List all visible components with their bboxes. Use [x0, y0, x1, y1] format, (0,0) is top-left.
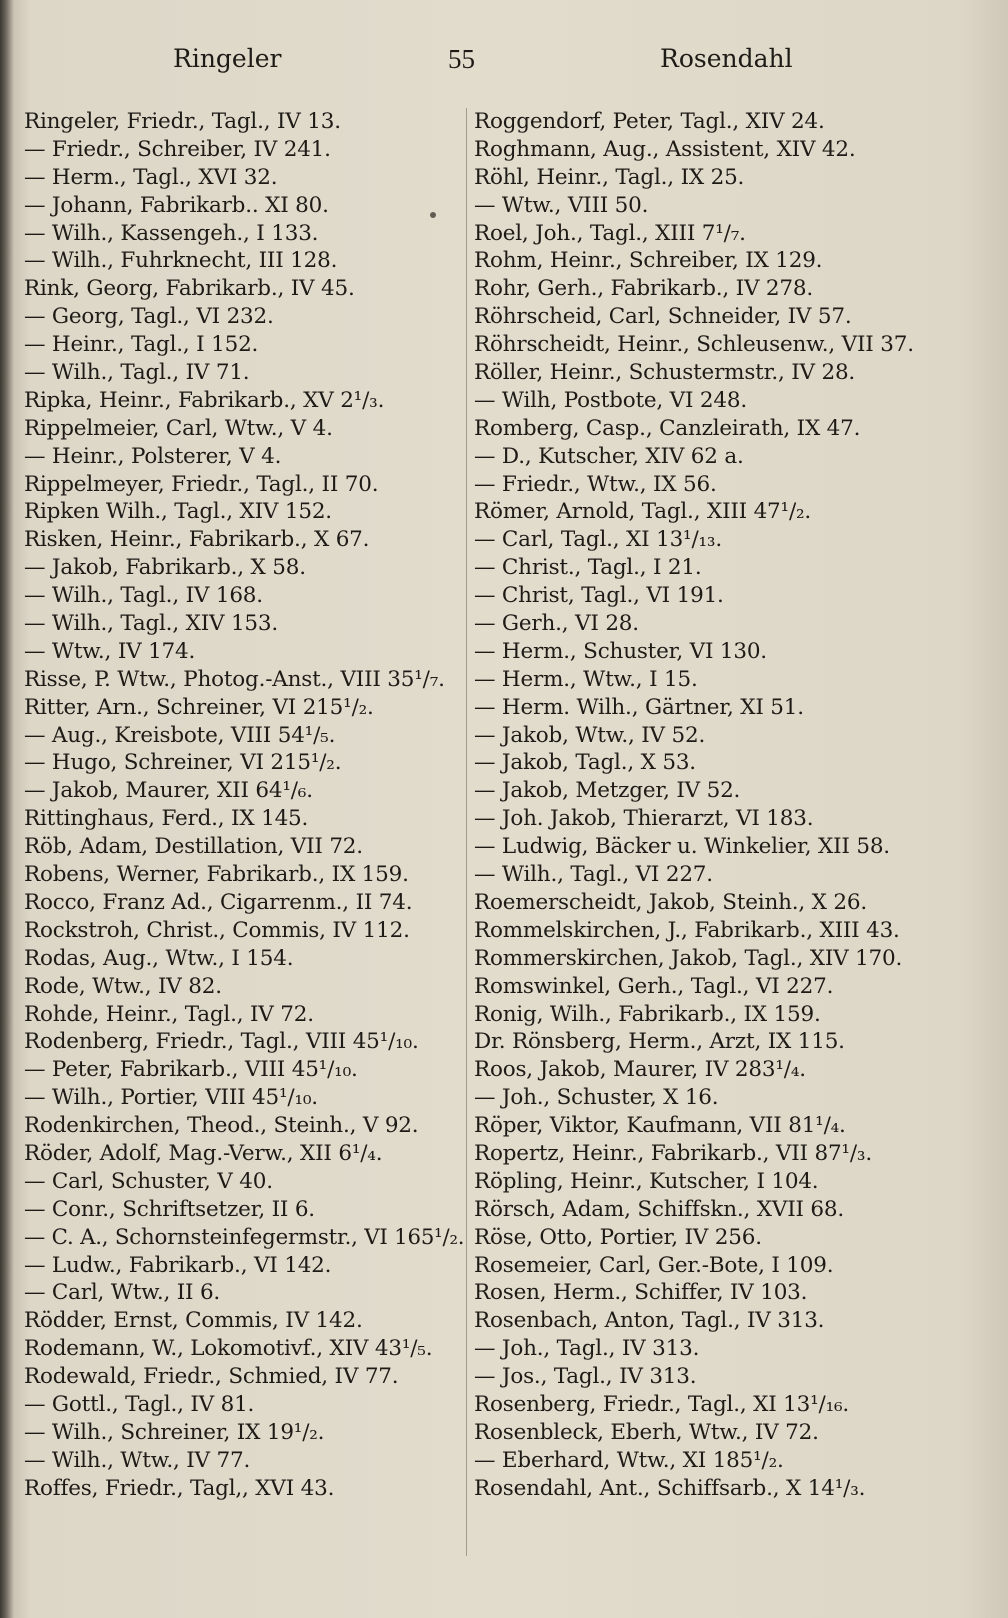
directory-entry: — Jakob, Maurer, XII 64¹/₆. — [24, 778, 313, 804]
directory-entry: Ropertz, Heinr., Fabrikarb., VII 87¹/₃. — [474, 1140, 872, 1166]
directory-entry: — Conr., Schriftsetzer, II 6. — [24, 1196, 315, 1222]
directory-entry: Rink, Georg, Fabrikarb., IV 45. — [24, 276, 355, 302]
directory-entry: — Herm., Schuster, VI 130. — [474, 638, 767, 664]
directory-entry: Röper, Viktor, Kaufmann, VII 81¹/₄. — [474, 1113, 846, 1139]
directory-entry: — Ludwig, Bäcker u. Winkelier, XII 58. — [474, 834, 890, 860]
directory-entry: — Friedr., Wtw., IX 56. — [474, 471, 717, 497]
directory-entry: Rosemeier, Carl, Ger.-Bote, I 109. — [474, 1252, 834, 1278]
directory-entry: — C. A., Schornsteinfegermstr., VI 165¹/₂. — [24, 1224, 465, 1250]
directory-entry: — Peter, Fabrikarb., VIII 45¹/₁₀. — [24, 1057, 358, 1083]
ink-spot — [430, 212, 436, 218]
directory-entry: Roffes, Friedr., Tagl,, XVI 43. — [24, 1475, 335, 1501]
directory-entry: — Wilh., Tagl., XIV 153. — [24, 611, 279, 637]
directory-entry: Ritter, Arn., Schreiner, VI 215¹/₂. — [24, 694, 374, 720]
directory-entry: Romberg, Casp., Canzleirath, IX 47. — [474, 415, 861, 441]
directory-entry: — Jakob, Fabrikarb., X 58. — [24, 555, 306, 581]
directory-entry: Rosendahl, Ant., Schiffsarb., X 14¹/₃. — [474, 1475, 866, 1501]
directory-entry: Roggendorf, Peter, Tagl., XIV 24. — [474, 109, 825, 134]
directory-entry: Rodenkirchen, Theod., Steinh., V 92. — [24, 1113, 419, 1139]
directory-entry: — Joh., Tagl., IV 313. — [474, 1336, 700, 1362]
page-number: 55 — [448, 44, 475, 74]
directory-entry: — Aug., Kreisbote, VIII 54¹/₅. — [24, 722, 336, 748]
directory-entry: Röder, Adolf, Mag.-Verw., XII 6¹/₄. — [24, 1140, 383, 1166]
directory-entry: — Joh. Jakob, Thierarzt, VI 183. — [474, 806, 814, 832]
directory-entry: — Wilh., Tagl., VI 227. — [474, 862, 713, 888]
directory-entry: — Wtw., IV 174. — [24, 638, 196, 664]
directory-entry: Rode, Wtw., IV 82. — [24, 973, 222, 999]
directory-entry: Robens, Werner, Fabrikarb., IX 159. — [24, 862, 409, 888]
directory-entry: — Carl, Wtw., II 6. — [24, 1280, 221, 1306]
directory-entry: Rodewald, Friedr., Schmied, IV 77. — [24, 1364, 399, 1390]
directory-entry: — Georg, Tagl., VI 232. — [24, 304, 274, 330]
directory-entry: — Jakob, Wtw., IV 52. — [474, 722, 706, 748]
directory-entry: Roghmann, Aug., Assistent, XIV 42. — [474, 136, 856, 162]
directory-entry: — Jakob, Metzger, IV 52. — [474, 778, 741, 804]
directory-entry: Rosenbach, Anton, Tagl., IV 313. — [474, 1308, 825, 1334]
directory-entry: — Herm. Wilh., Gärtner, XI 51. — [474, 694, 804, 720]
directory-entry: — Joh., Schuster, X 16. — [474, 1085, 719, 1111]
directory-entry: — Herm., Tagl., XVI 32. — [24, 164, 278, 190]
directory-entry: Rommelskirchen, J., Fabrikarb., XIII 43. — [474, 917, 900, 943]
directory-entry: — Johann, Fabrikarb.. XI 80. — [24, 192, 329, 218]
directory-entry: — Wilh., Portier, VIII 45¹/₁₀. — [24, 1085, 318, 1111]
directory-entry: — Heinr., Tagl., I 152. — [24, 332, 259, 358]
directory-entry: Römer, Arnold, Tagl., XIII 47¹/₂. — [474, 499, 812, 525]
directory-entry: Rosenberg, Friedr., Tagl., XI 13¹/₁₆. — [474, 1391, 850, 1417]
directory-entry: — Hugo, Schreiner, VI 215¹/₂. — [24, 750, 342, 776]
directory-entry: — Wilh, Postbote, VI 248. — [474, 387, 747, 413]
directory-entry: Rohm, Heinr., Schreiber, IX 129. — [474, 248, 823, 274]
directory-entry: Rommerskirchen, Jakob, Tagl., XIV 170. — [474, 945, 903, 971]
directory-entry: Rockstroh, Christ., Commis, IV 112. — [24, 917, 410, 943]
directory-entry: — D., Kutscher, XIV 62 a. — [474, 443, 744, 469]
directory-entry: — Wtw., VIII 50. — [474, 192, 649, 218]
directory-entry: Rosen, Herm., Schiffer, IV 103. — [474, 1280, 808, 1306]
directory-entry: Röhl, Heinr., Tagl., IX 25. — [474, 164, 745, 190]
directory-entry: — Gerh., VI 28. — [474, 611, 639, 637]
directory-entry: — Wilh., Kassengeh., I 133. — [24, 220, 319, 246]
directory-entry: Rippelmeyer, Friedr., Tagl., II 70. — [24, 471, 379, 497]
directory-entry: Röpling, Heinr., Kutscher, I 104. — [474, 1168, 819, 1194]
directory-entry: Rodas, Aug., Wtw., I 154. — [24, 945, 294, 971]
header-left-catchword: Ringeler — [173, 44, 282, 73]
directory-entry: Rodemann, W., Lokomotivf., XIV 43¹/₅. — [24, 1336, 433, 1362]
directory-entry: Rocco, Franz Ad., Cigarrenm., II 74. — [24, 889, 413, 915]
directory-entry: — Wilh., Tagl., IV 71. — [24, 360, 250, 386]
directory-entry: Roel, Joh., Tagl., XIII 7¹/₇. — [474, 220, 746, 246]
header-right-catchword: Rosendahl — [660, 44, 793, 73]
directory-entry: Röller, Heinr., Schustermstr., IV 28. — [474, 360, 856, 386]
directory-entry: — Wilh., Schreiner, IX 19¹/₂. — [24, 1419, 325, 1445]
directory-entry: — Wilh., Wtw., IV 77. — [24, 1447, 251, 1473]
directory-entry: Ronig, Wilh., Fabrikarb., IX 159. — [474, 1001, 821, 1027]
directory-entry: Dr. Rönsberg, Herm., Arzt, IX 115. — [474, 1029, 845, 1055]
directory-entry: Rosenbleck, Eberh, Wtw., IV 72. — [474, 1419, 819, 1445]
directory-entry: Röb, Adam, Destillation, VII 72. — [24, 834, 363, 860]
directory-entry: Rohr, Gerh., Fabrikarb., IV 278. — [474, 276, 813, 302]
directory-entry: Roemerscheidt, Jakob, Steinh., X 26. — [474, 889, 867, 915]
directory-entry: Ripka, Heinr., Fabrikarb., XV 2¹/₃. — [24, 387, 385, 413]
directory-entry: Rörsch, Adam, Schiffskn., XVII 68. — [474, 1196, 845, 1222]
directory-entry: — Wilh., Fuhrknecht, III 128. — [24, 248, 338, 274]
left-column — [24, 108, 464, 1578]
directory-entry: Rohde, Heinr., Tagl., IV 72. — [24, 1001, 314, 1027]
directory-entry: — Eberhard, Wtw., XI 185¹/₂. — [474, 1447, 784, 1473]
directory-entry: — Christ., Tagl., I 21. — [474, 555, 702, 581]
directory-entry: — Carl, Tagl., XI 13¹/₁₃. — [474, 527, 722, 553]
directory-entry: Röhrscheid, Carl, Schneider, IV 57. — [474, 304, 852, 330]
column-divider — [466, 108, 467, 1556]
directory-entry: — Heinr., Polsterer, V 4. — [24, 443, 282, 469]
directory-entry: Rittinghaus, Ferd., IX 145. — [24, 806, 309, 832]
directory-entry: — Gottl., Tagl., IV 81. — [24, 1391, 255, 1417]
directory-entry: — Ludw., Fabrikarb., VI 142. — [24, 1252, 332, 1278]
directory-entry: Rippelmeier, Carl, Wtw., V 4. — [24, 415, 333, 441]
directory-entry: Rödder, Ernst, Commis, IV 142. — [24, 1308, 363, 1334]
right-column — [474, 108, 994, 1578]
directory-entry: Röhrscheidt, Heinr., Schleusenw., VII 37. — [474, 332, 914, 358]
directory-entry: Rodenberg, Friedr., Tagl., VIII 45¹/₁₀. — [24, 1029, 419, 1055]
page-header — [0, 36, 1008, 86]
directory-entry: Röse, Otto, Portier, IV 256. — [474, 1224, 762, 1250]
directory-entry: — Friedr., Schreiber, IV 241. — [24, 136, 331, 162]
directory-entry: — Herm., Wtw., I 15. — [474, 666, 698, 692]
directory-entry: — Carl, Schuster, V 40. — [24, 1168, 273, 1194]
directory-entry: Romswinkel, Gerh., Tagl., VI 227. — [474, 973, 834, 999]
directory-entry: Risse, P. Wtw., Photog.-Anst., VIII 35¹/₇. — [24, 666, 445, 692]
directory-entry: — Jos., Tagl., IV 313. — [474, 1364, 697, 1390]
directory-entry: Ripken Wilh., Tagl., XIV 152. — [24, 499, 332, 525]
directory-entry: — Jakob, Tagl., X 53. — [474, 750, 696, 776]
directory-entry: Roos, Jakob, Maurer, IV 283¹/₄. — [474, 1057, 806, 1083]
directory-entry: — Wilh., Tagl., IV 168. — [24, 583, 263, 609]
directory-entry: Risken, Heinr., Fabrikarb., X 67. — [24, 527, 370, 553]
directory-entry: — Christ, Tagl., VI 191. — [474, 583, 724, 609]
directory-entry: Ringeler, Friedr., Tagl., IV 13. — [24, 109, 341, 134]
